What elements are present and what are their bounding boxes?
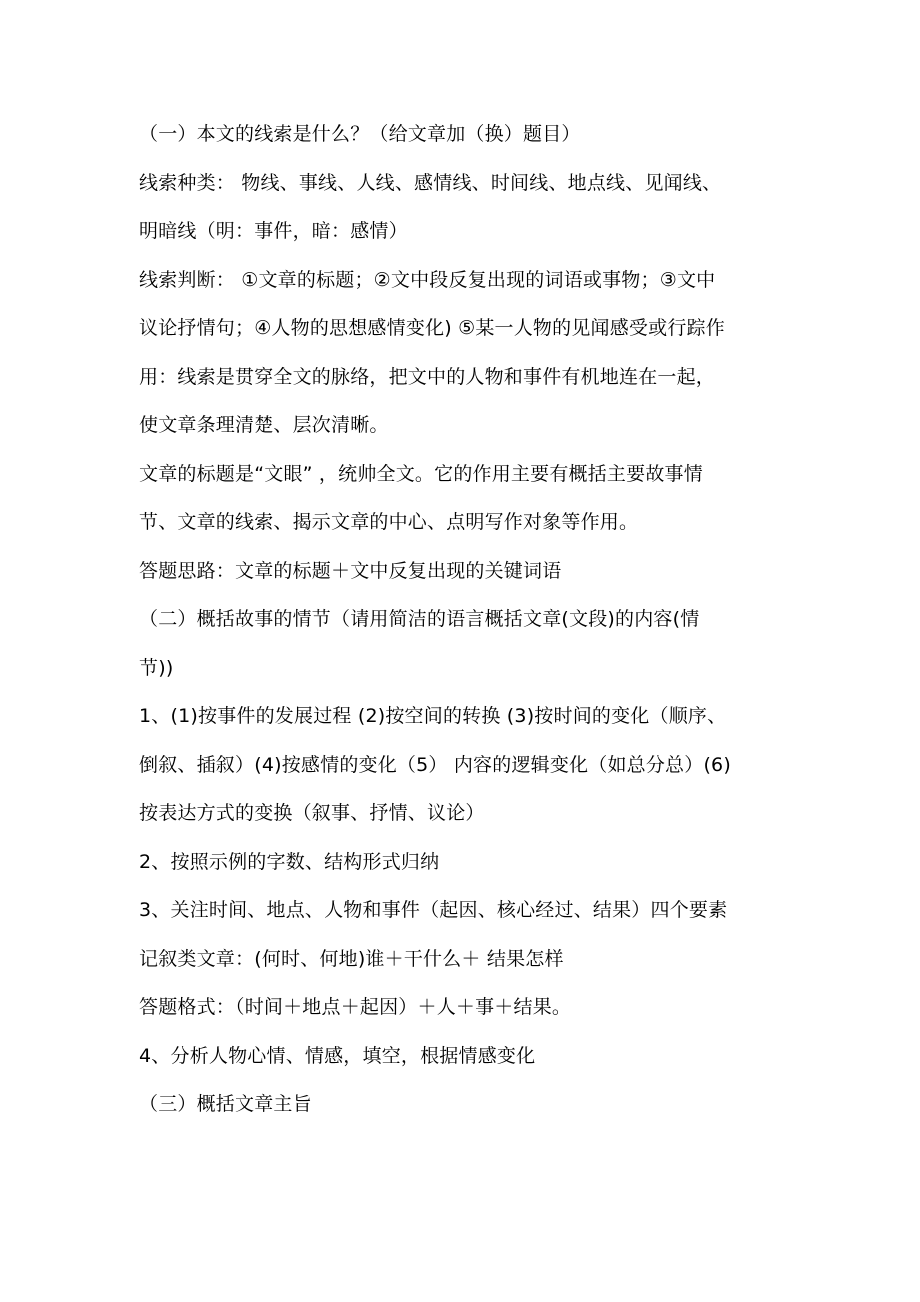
text-line: 3、关注时间、地点、人物和事件（起因、核心经过、结果）四个要素 (139, 899, 728, 921)
text-line: 线索判断： ①文章的标题；②文中段反复出现的词语或事物；③文中 (139, 269, 716, 291)
heading-section-two: （二）概括故事的情节（请用简洁的语言概括文章(文段)的内容(情 (139, 608, 700, 630)
text-line: 文章的标题是“文眼” ，统帅全文。它的作用主要有概括主要故事情 (139, 463, 703, 485)
text-line: 议论抒情句；④人物的思想感情变化) ⑤某一人物的见闻感受或行踪作 (139, 317, 725, 339)
text-line: 线索种类： 物线、事线、人线、感情线、时间线、地点线、见闻线、 (139, 172, 722, 194)
text-line: 节)) (139, 657, 174, 679)
heading-section-three: （三）概括文章主旨 (139, 1093, 312, 1115)
text-line: 节、文章的线索、揭示文章的中心、点明写作对象等作用。 (139, 511, 639, 533)
text-line: 用：线索是贯穿全文的脉络，把文中的人物和事件有机地连在一起， (139, 366, 716, 388)
text-line: 使文章条理清楚、层次清晰。 (139, 414, 389, 436)
text-line: 倒叙、插叙）(4)按感情的变化（5） 内容的逻辑变化（如总分总）(6) (139, 754, 731, 776)
text-line: 2、按照示例的字数、结构形式归纳 (139, 851, 440, 873)
heading-section-one: （一）本文的线索是什么？（给文章加（换）题目） (139, 123, 581, 145)
text-line: 答题格式：（时间＋地点＋起因）＋人＋事＋结果。 (139, 996, 572, 1018)
text-line: 明暗线（明：事件，暗：感情） (139, 220, 408, 242)
text-line: 答题思路：文章的标题＋文中反复出现的关键词语 (139, 560, 562, 582)
text-line: 按表达方式的变换（叙事、抒情、议论） (139, 802, 485, 824)
text-line: 4、分析人物心情、情感，填空，根据情感变化 (139, 1045, 536, 1067)
text-line: 记叙类文章：(何时、何地)谁＋干什么＋ 结果怎样 (139, 948, 564, 970)
text-line: 1、(1)按事件的发展过程 (2)按空间的转换 (3)按时间的变化（顺序、 (139, 705, 727, 727)
